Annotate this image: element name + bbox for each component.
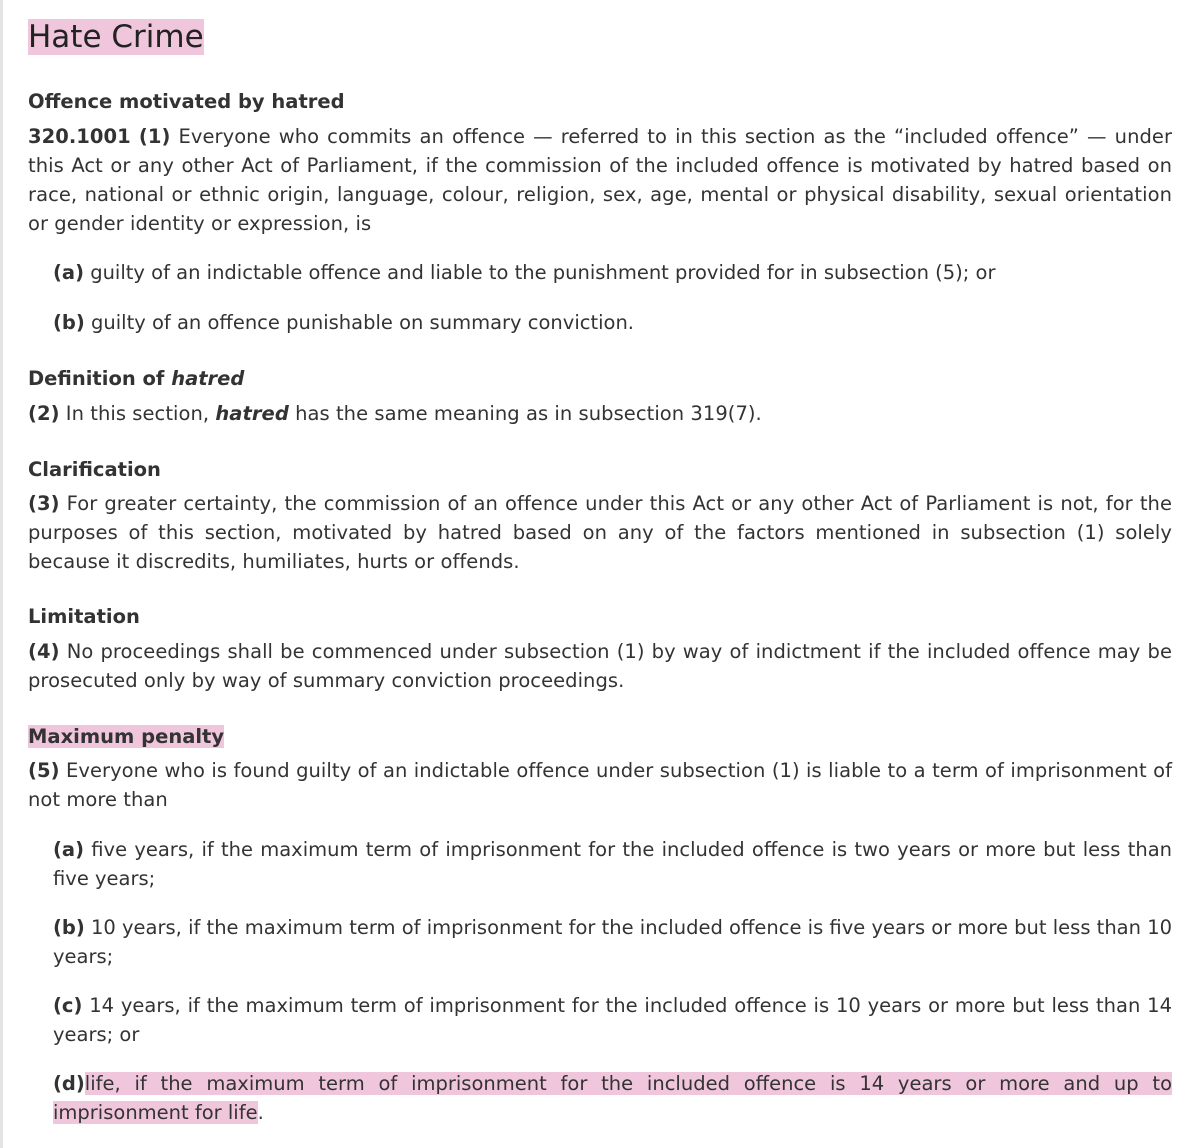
section-1-paragraph <box>28 122 1172 238</box>
subsection-3-text: For greater certainty, the commission of an offence under this Act or any other Act of Parliament is not, for the purposes of this section, motivated by hatred based on any of the factors mentioned in subsection (1) solely because it discredits, humiliates, hurts or offends. <box>28 492 1172 573</box>
item-text: five years, if the maximum term of imprisonment for the included offence is two years or more but less than five years; <box>53 838 1173 890</box>
section-3-paragraph <box>28 489 1172 576</box>
left-border <box>0 0 3 1148</box>
subsection-2-label: (2) <box>28 402 60 425</box>
item-1b <box>53 308 1172 337</box>
page-title <box>28 16 206 58</box>
text-after: has the same meaning as in subsection 319(7). <box>295 402 762 425</box>
section-2-paragraph <box>28 399 1172 428</box>
section-5-heading <box>28 722 1172 751</box>
item-text: guilty of an indictable offence and liable to the punishment provided for in subsection (5); or <box>90 261 996 284</box>
subsection-3-label: (3) <box>28 492 60 515</box>
subsection-4-label: (4) <box>28 640 60 663</box>
page-title-text: Hate Crime <box>28 19 204 55</box>
item-5c <box>53 991 1172 1049</box>
item-label: (c) <box>53 994 83 1017</box>
item-label: (b) <box>53 311 85 334</box>
section-1-heading: Offence motivated by hatred <box>28 90 345 113</box>
item-label: (d) <box>53 1072 85 1095</box>
item-5d <box>53 1069 1172 1127</box>
section-3-heading: Clarification <box>28 458 161 481</box>
section-4-heading: Limitation <box>28 605 140 628</box>
item-label: (b) <box>53 916 85 939</box>
subsection-5-label: (5) <box>28 759 60 782</box>
item-1a <box>53 258 1172 287</box>
section-5-paragraph <box>28 756 1172 814</box>
heading-term: hatred <box>171 367 245 390</box>
subsection-4-text: No proceedings shall be commenced under subsection (1) by way of indictment if the included offence may be prosecuted only by way of summary conviction proceedings. <box>28 640 1173 692</box>
item-label: (a) <box>53 261 84 284</box>
heading-prefix: Definition of <box>28 367 165 390</box>
item-5b <box>53 913 1172 971</box>
item-5a <box>53 835 1172 893</box>
defined-term: hatred <box>215 402 289 425</box>
item-text-highlighted: life, if the maximum term of imprisonment for the included offence is 14 years or more and up to imprisonment for life <box>53 1072 1172 1124</box>
section-5-heading-text: Maximum penalty <box>28 725 225 748</box>
section-number: 320.1001 <box>28 125 131 148</box>
subsection-1-text: Everyone who commits an offence — referred to in this section as the “included offence” — under this Act or any other Act of Parliament, if the commission of the included offence is motivated by hatred based on race, national or ethnic origin, language, colour, religion, sex, age, mental or physical disability, sexual orientation or gender identity or expression, is <box>28 125 1173 235</box>
section-2-heading <box>28 364 1172 393</box>
item-label: (a) <box>53 838 84 861</box>
subsection-5-text: Everyone who is found guilty of an indictable offence under subsection (1) is liable to a term of imprisonment of not more than <box>28 759 1172 811</box>
section-4-paragraph <box>28 637 1172 695</box>
item-suffix: . <box>257 1101 264 1124</box>
item-text: guilty of an offence punishable on summary conviction. <box>91 311 635 334</box>
text-before: In this section, <box>65 402 210 425</box>
item-text: 10 years, if the maximum term of imprisonment for the included offence is five years or more but less than 10 years; <box>53 916 1173 968</box>
subsection-1-label: (1) <box>138 125 171 148</box>
item-text: 14 years, if the maximum term of imprisonment for the included offence is 10 years or more but less than 14 years; or <box>53 994 1172 1046</box>
